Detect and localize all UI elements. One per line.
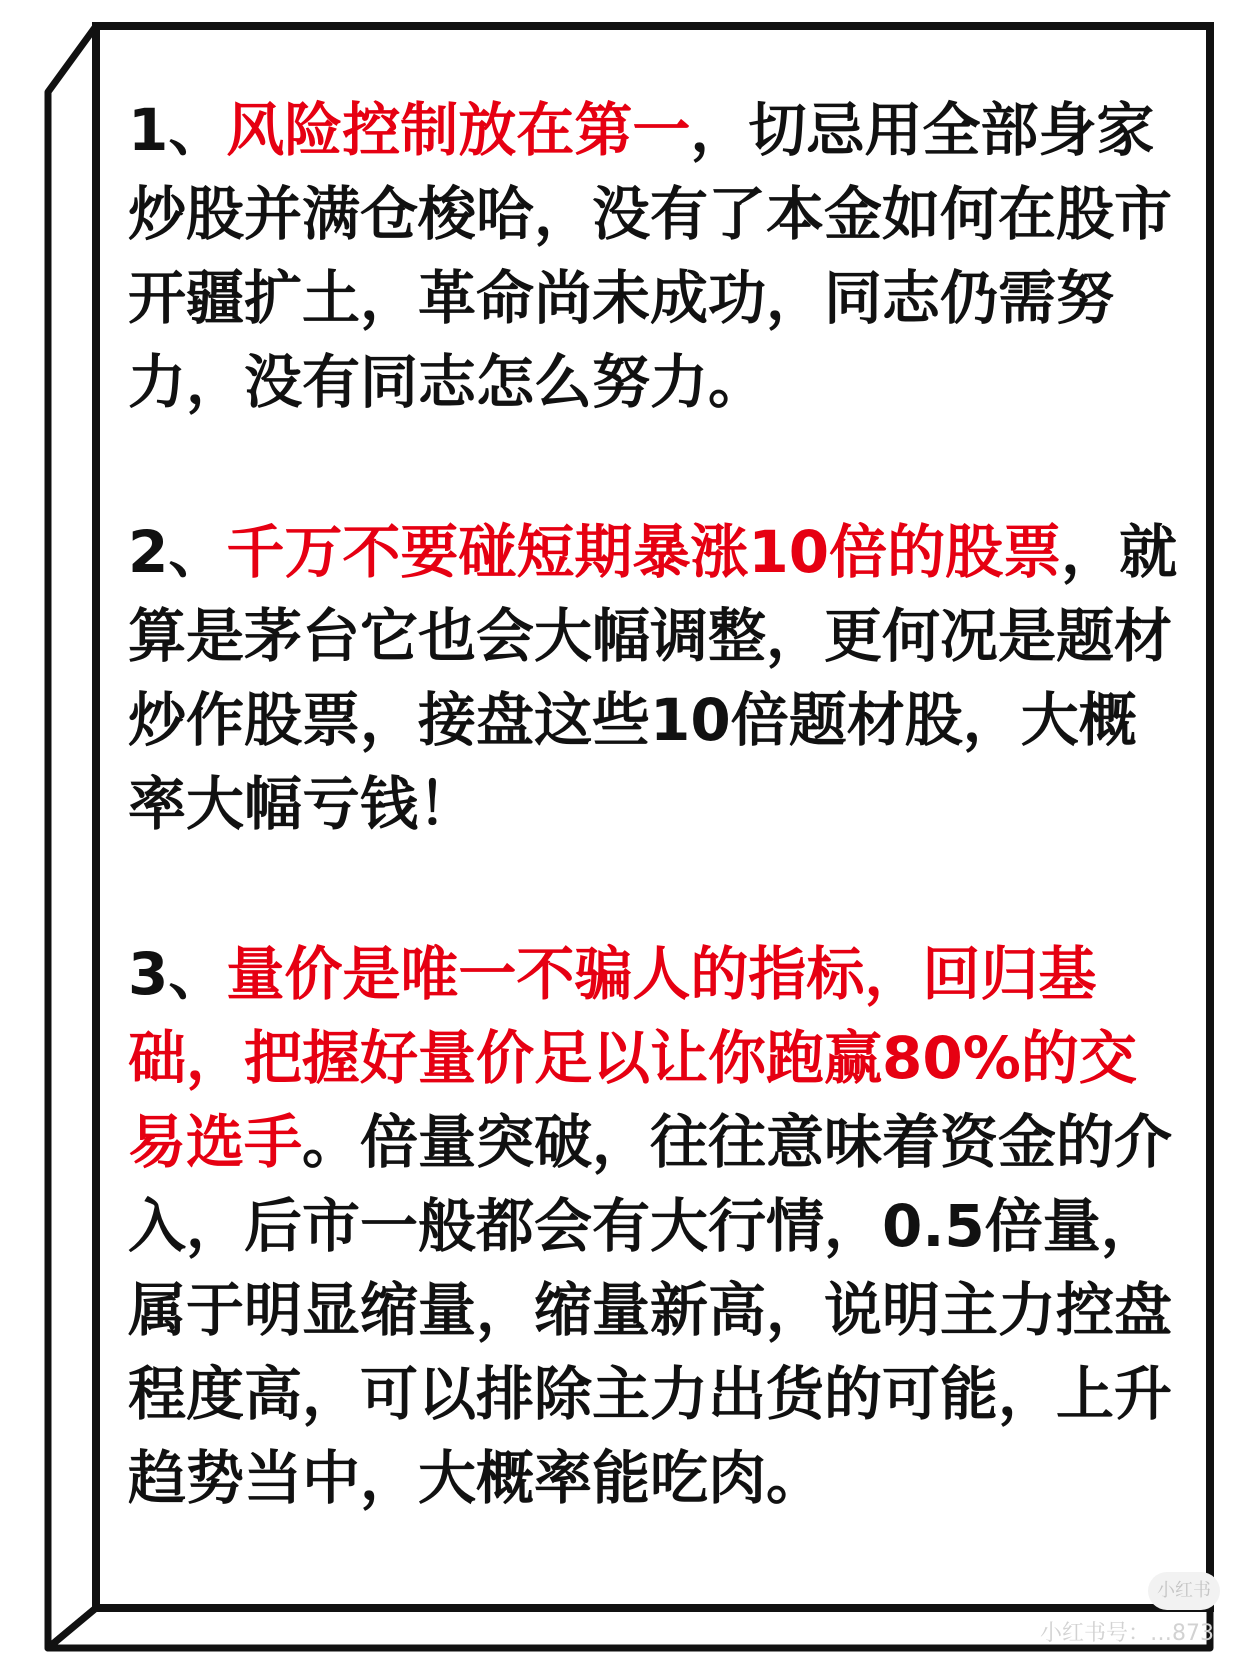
- tip-text-2: ，就算是茅台它也会大幅调整，更何况是题材炒作股票，接盘这些10倍题材股，大概率大幅亏钱！: [128, 518, 1178, 838]
- tip-number-2: 2、: [128, 518, 227, 586]
- watermark-logo: 小红书: [1148, 1572, 1220, 1610]
- watermark-text: 小红书号：…873: [1040, 1621, 1214, 1646]
- tip-text-3: 。倍量突破，往往意味着资金的介入，后市一般都会有大行情，0.5倍量，属于明显缩量，缩量新高，说明主力控盘程度高，可以排除主力出货的可能，上升趋势当中，大概率能吃肉。: [128, 1108, 1173, 1512]
- tip-number-1: 1、: [128, 96, 227, 164]
- tip-item-1: [128, 88, 1188, 424]
- tip-text-1: ，切忌用全部身家炒股并满仓梭哈，没有了本金如何在股市开疆扩土，革命尚未成功，同志仍需努力，没有同志怎么努力。: [128, 96, 1173, 416]
- tip-highlight-1: 风险控制放在第一: [226, 96, 691, 164]
- tip-item-2: [128, 510, 1188, 846]
- tips-list: [128, 88, 1188, 1520]
- tip-highlight-3: 量价是唯一不骗人的指标，回归基础，把握好量价足以让你跑赢80%的交易选手: [128, 940, 1137, 1176]
- tip-item-3: [128, 932, 1188, 1520]
- tip-number-3: 3、: [128, 940, 227, 1008]
- tip-highlight-2: 千万不要碰短期暴涨10倍的股票: [226, 518, 1062, 586]
